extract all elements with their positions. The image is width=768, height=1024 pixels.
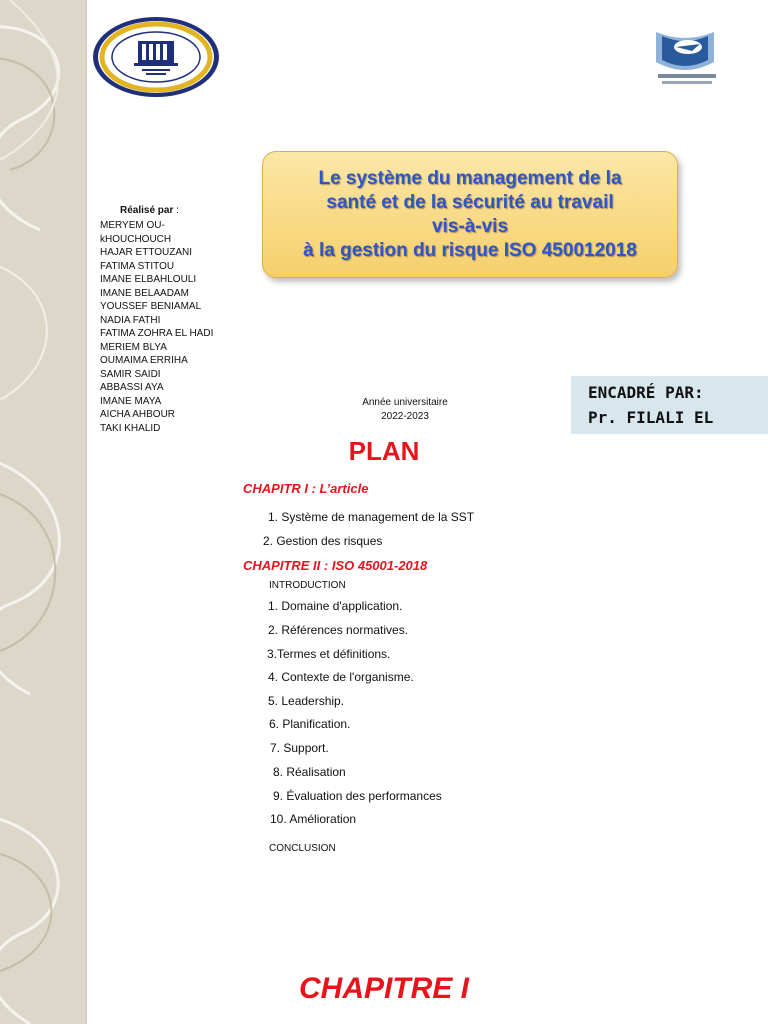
plan-item: 1. Système de management de la SST (268, 510, 475, 524)
author-name: FATIMA ZOHRA EL HADI (100, 328, 214, 339)
chapter-1-heading: CHAPITR I : L’article (243, 481, 369, 496)
presentation-title-box (262, 151, 678, 278)
plan-title: PLAN (348, 436, 420, 466)
plan-item: 2. Gestion des risques (263, 534, 383, 548)
author-name: OUMAIMA ERRIHA (100, 355, 188, 366)
supervisor-line: Pr. FILALI EL (588, 408, 714, 427)
conclusion-label: CONCLUSION (269, 843, 336, 854)
author-name: HAJAR ETTOUZANI (100, 247, 193, 258)
author-name: FATIMA STITOU (100, 260, 175, 272)
band-divider (86, 0, 87, 434)
author-name: NADIA FATHI (100, 314, 161, 326)
academic-year-label: Année universitaire (362, 397, 448, 408)
supervisor-line: ENCADRÉ PAR: (588, 383, 704, 402)
title-slide (0, 0, 768, 434)
author-name: IMANE BELAADAM (100, 287, 189, 299)
plan-item: 4. Contexte de l'organisme. (268, 670, 414, 684)
author-name: ABBASSI AYA (100, 382, 164, 393)
author-name: SAMIR SAIDI (100, 368, 161, 380)
title-line: à la gestion du risque ISO 450012018 (303, 239, 637, 261)
plan-item: 5. Leadership. (268, 694, 345, 708)
plan-item: 3.Termes et définitions. (267, 647, 391, 661)
plan-item: 2. Références normatives. (268, 623, 409, 637)
author-name: TAKI KHALID (100, 422, 161, 434)
university-seal-logo-icon (90, 14, 222, 100)
plan-item: 6. Planification. (269, 717, 351, 731)
logo-caption-icon (640, 72, 732, 86)
decorative-side-band (0, 434, 86, 1024)
plan-item: 7. Support. (270, 741, 329, 755)
title-line: vis-à-vis (431, 215, 509, 237)
academic-year (340, 396, 470, 424)
plan-item: 9. Évaluation des performances (273, 789, 442, 803)
band-divider (86, 434, 87, 1024)
authors-heading-colon: : (173, 205, 179, 216)
plan-item: 10. Amélioration (270, 812, 357, 826)
chapter-2-heading: CHAPITRE II : ISO 45001-2018 (243, 558, 428, 573)
plan-slide (0, 434, 768, 1024)
author-name: MERIEM BLYA (100, 341, 167, 353)
title-line: Le système du management de la (318, 167, 622, 189)
decorative-side-band (0, 0, 86, 434)
author-name: IMANE ELBAHLOULI (100, 274, 197, 285)
decorative-swirl-icon (0, 0, 86, 434)
introduction-label: INTRODUCTION (269, 580, 346, 591)
plan-item: 1. Domaine d'application. (268, 599, 403, 613)
authors-heading (120, 205, 179, 216)
authors-heading-label: Réalisé par (120, 205, 174, 216)
authors-list (100, 219, 213, 435)
academic-year-value: 2022-2023 (381, 411, 429, 422)
plan-item: 8. Réalisation (273, 765, 346, 779)
author-name: kHOUCHOUCH (100, 233, 172, 245)
author-name: YOUSSEF BENIAMAL (100, 301, 202, 312)
decorative-swirl-icon (0, 434, 86, 1024)
title-line: santé et de la sécurité au travail (326, 191, 614, 213)
chapter-title: CHAPITRE I (298, 972, 469, 1005)
author-name: MERYEM OU- (100, 220, 165, 231)
author-name: AICHA AHBOUR (100, 409, 176, 420)
author-name: IMANE MAYA (100, 395, 162, 407)
supervisor-box (571, 376, 768, 434)
